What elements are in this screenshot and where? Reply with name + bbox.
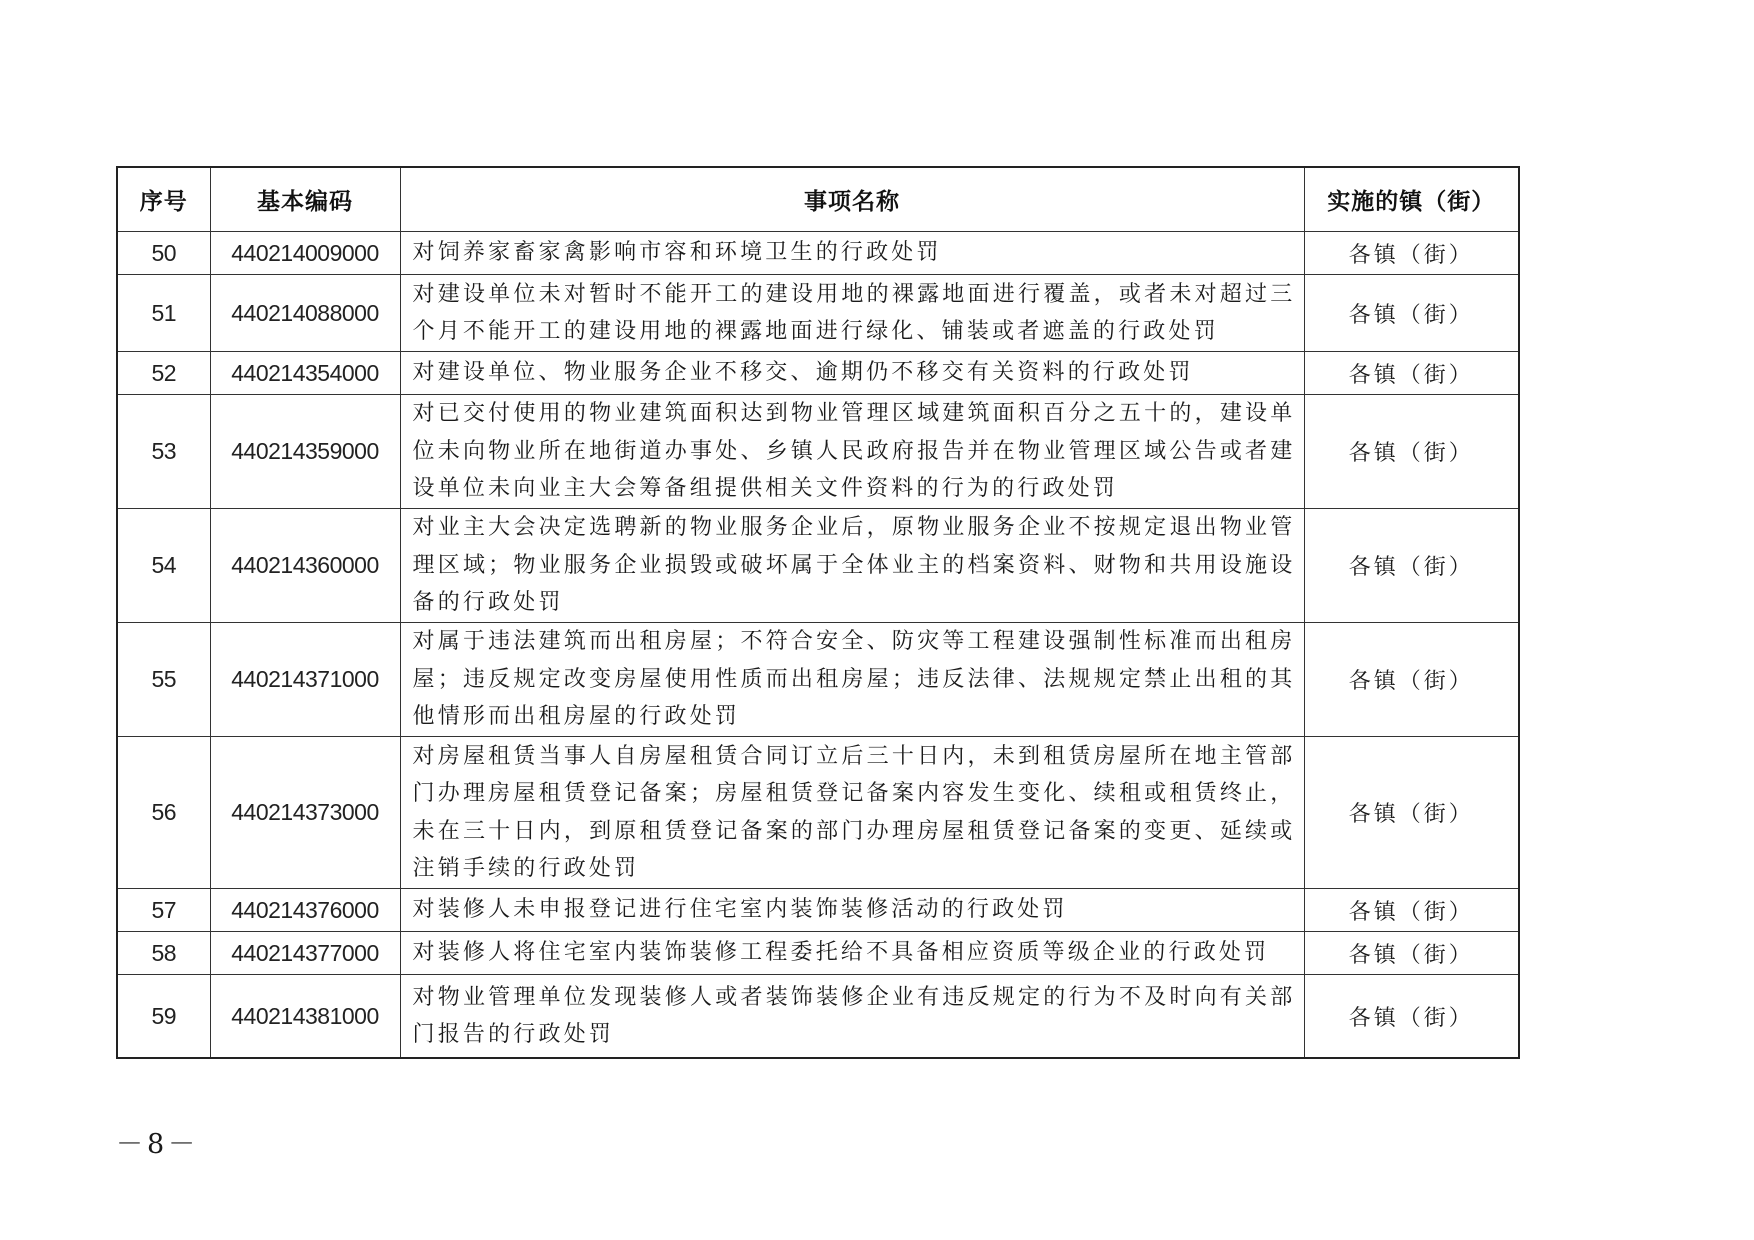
header-code: 基本编码 xyxy=(210,167,400,232)
row-code: 440214359000 xyxy=(210,395,400,509)
row-seq: 52 xyxy=(117,352,210,395)
row-name: 对建设单位、物业服务企业不移交、逾期仍不移交有关资料的行政处罚 xyxy=(400,352,1304,395)
row-seq: 51 xyxy=(117,275,210,352)
table-row xyxy=(117,275,1519,352)
row-town: 各镇（街） xyxy=(1304,509,1519,623)
row-code: 440214371000 xyxy=(210,623,400,737)
row-name: 对装修人将住宅室内装饰装修工程委托给不具备相应资质等级企业的行政处罚 xyxy=(400,932,1304,975)
table-row xyxy=(117,395,1519,509)
row-name: 对已交付使用的物业建筑面积达到物业管理区域建筑面积百分之五十的，建设单位未向物业所在地街道办事处、乡镇人民政府报告并在物业管理区域公告或者建设单位未向业主大会筹备组提供相关文件资料的行为的行政处罚 xyxy=(400,395,1304,509)
row-code: 440214088000 xyxy=(210,275,400,352)
row-seq: 54 xyxy=(117,509,210,623)
row-town: 各镇（街） xyxy=(1304,395,1519,509)
header-town: 实施的镇（街） xyxy=(1304,167,1519,232)
row-name: 对业主大会决定选聘新的物业服务企业后，原物业服务企业不按规定退出物业管理区域；物业服务企业损毁或破坏属于全体业主的档案资料、财物和共用设施设备的行政处罚 xyxy=(400,509,1304,623)
header-seq: 序号 xyxy=(117,167,210,232)
row-seq: 59 xyxy=(117,975,210,1059)
row-town: 各镇（街） xyxy=(1304,975,1519,1059)
row-code: 440214009000 xyxy=(210,232,400,275)
table-row xyxy=(117,623,1519,737)
row-town: 各镇（街） xyxy=(1304,623,1519,737)
row-name: 对饲养家畜家禽影响市容和环境卫生的行政处罚 xyxy=(400,232,1304,275)
page-number: －8－ xyxy=(116,1129,200,1160)
table-header xyxy=(117,167,1519,232)
row-code: 440214381000 xyxy=(210,975,400,1059)
row-name: 对属于违法建筑而出租房屋；不符合安全、防灾等工程建设强制性标准而出租房屋；违反规定改变房屋使用性质而出租房屋；违反法律、法规规定禁止出租的其他情形而出租房屋的行政处罚 xyxy=(400,623,1304,737)
row-seq: 56 xyxy=(117,737,210,889)
row-name: 对房屋租赁当事人自房屋租赁合同订立后三十日内，未到租赁房屋所在地主管部门办理房屋租赁登记备案；房屋租赁登记备案内容发生变化、续租或租赁终止，未在三十日内，到原租赁登记备案的部门办理房屋租赁登记备案的变更、延续或注销手续的行政处罚 xyxy=(400,737,1304,889)
row-seq: 50 xyxy=(117,232,210,275)
row-seq: 57 xyxy=(117,889,210,932)
table-row xyxy=(117,509,1519,623)
row-code: 440214360000 xyxy=(210,509,400,623)
row-name: 对物业管理单位发现装修人或者装饰装修企业有违反规定的行为不及时向有关部门报告的行政处罚 xyxy=(400,975,1304,1059)
row-seq: 55 xyxy=(117,623,210,737)
table-row xyxy=(117,889,1519,932)
row-code: 440214377000 xyxy=(210,932,400,975)
table-row xyxy=(117,932,1519,975)
row-name: 对建设单位未对暂时不能开工的建设用地的裸露地面进行覆盖，或者未对超过三个月不能开工的建设用地的裸露地面进行绿化、铺装或者遮盖的行政处罚 xyxy=(400,275,1304,352)
row-seq: 53 xyxy=(117,395,210,509)
row-town: 各镇（街） xyxy=(1304,932,1519,975)
row-code: 440214373000 xyxy=(210,737,400,889)
row-town: 各镇（街） xyxy=(1304,737,1519,889)
matters-table xyxy=(116,166,1520,1059)
row-name: 对装修人未申报登记进行住宅室内装饰装修活动的行政处罚 xyxy=(400,889,1304,932)
table-row xyxy=(117,975,1519,1059)
row-town: 各镇（街） xyxy=(1304,275,1519,352)
table-row xyxy=(117,232,1519,275)
table-body xyxy=(117,232,1519,1059)
table-row xyxy=(117,352,1519,395)
row-town: 各镇（街） xyxy=(1304,232,1519,275)
row-town: 各镇（街） xyxy=(1304,352,1519,395)
row-town: 各镇（街） xyxy=(1304,889,1519,932)
row-code: 440214376000 xyxy=(210,889,400,932)
row-seq: 58 xyxy=(117,932,210,975)
header-name: 事项名称 xyxy=(400,167,1304,232)
row-code: 440214354000 xyxy=(210,352,400,395)
table-row xyxy=(117,737,1519,889)
